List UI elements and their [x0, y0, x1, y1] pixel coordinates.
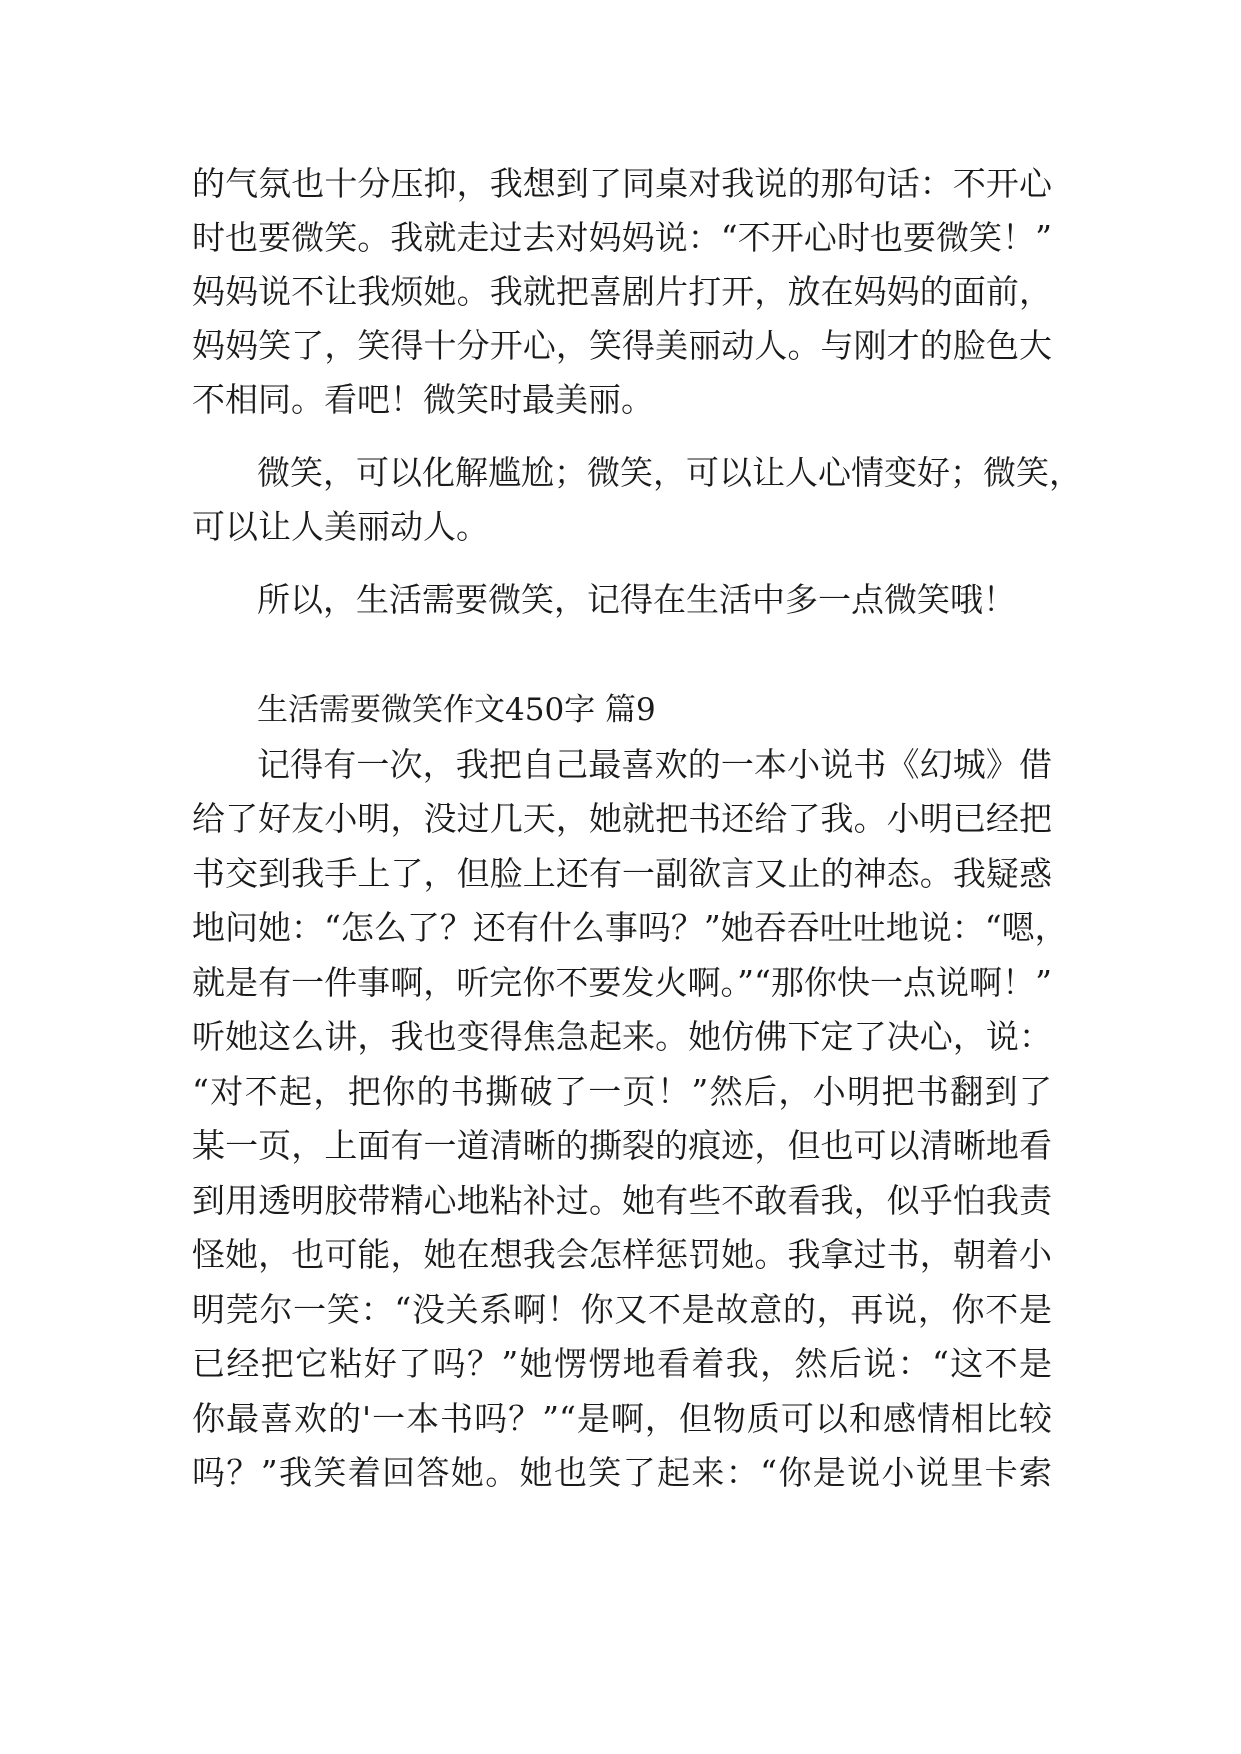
paragraph-line: 怪她，也可能，她在想我会怎样惩罚她。我拿过书，朝着小 [192, 1235, 1052, 1274]
paragraph-line: 时也要微笑。我就走过去对妈妈说：“不开心时也要微笑！” [192, 218, 1052, 257]
paragraph-line: 吗？”我笑着回答她。她也笑了起来：“你是说小说里卡索 [192, 1453, 1052, 1492]
paragraph-line: 听她这么讲，我也变得焦急起来。她仿佛下定了决心，说： [192, 1017, 1052, 1056]
paragraph-line: 不相同。看吧！微笑时最美丽。 [192, 380, 654, 419]
section-heading: 生活需要微笑作文450字 篇9 [257, 692, 656, 728]
paragraph-line: 书交到我手上了，但脸上还有一副欲言又止的神态。我疑惑 [192, 854, 1052, 893]
paragraph-line: 所以，生活需要微笑，记得在生活中多一点微笑哦！ [257, 580, 1016, 619]
paragraph-line: 妈妈笑了，笑得十分开心，笑得美丽动人。与刚才的脸色大 [192, 326, 1052, 365]
paragraph-line: 记得有一次，我把自己最喜欢的一本小说书《幻城》借 [257, 745, 1052, 784]
paragraph-line: 你最喜欢的'一本书吗？”“是啊，但物质可以和感情相比较 [192, 1399, 1052, 1438]
paragraph-line: 明莞尔一笑：“没关系啊！你又不是故意的，再说，你不是 [192, 1290, 1052, 1329]
paragraph-line: 地问她：“怎么了？还有什么事吗？”她吞吞吐吐地说：“嗯， [192, 908, 1068, 947]
paragraph-line: 到用透明胶带精心地粘补过。她有些不敢看我，似乎怕我责 [192, 1181, 1052, 1220]
paragraph-line: 的气氛也十分压抑，我想到了同桌对我说的那句话：不开心 [192, 164, 1052, 203]
paragraph-line: 可以让人美丽动人。 [192, 507, 489, 546]
paragraph-line: 某一页，上面有一道清晰的撕裂的痕迹，但也可以清晰地看 [192, 1126, 1052, 1165]
paragraph-line: 微笑，可以化解尴尬；微笑，可以让人心情变好；微笑， [257, 453, 1082, 492]
paragraph-line: 给了好友小明，没过几天，她就把书还给了我。小明已经把 [192, 799, 1052, 838]
paragraph-line: 就是有一件事啊，听完你不要发火啊。”“那你快一点说啊！” [192, 963, 1052, 1002]
paragraph-line: 已经把它粘好了吗？”她愣愣地看着我，然后说：“这不是 [192, 1344, 1052, 1383]
paragraph-line: 妈妈说不让我烦她。我就把喜剧片打开，放在妈妈的面前， [192, 272, 1052, 311]
paragraph-line: “对不起，把你的书撕破了一页！”然后，小明把书翻到了 [192, 1072, 1052, 1111]
